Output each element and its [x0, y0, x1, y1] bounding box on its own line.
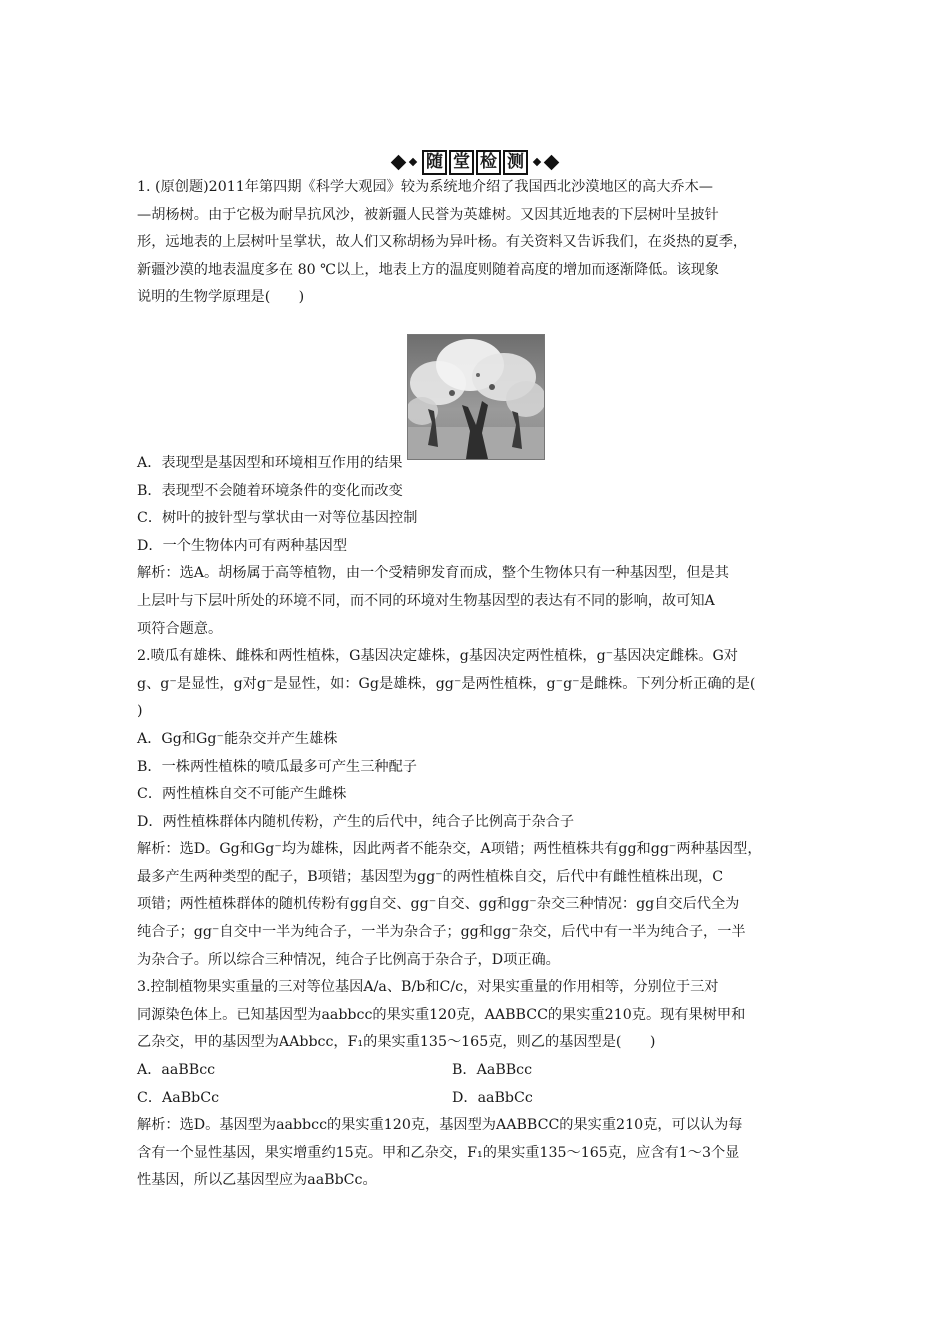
- diamond-icon: [391, 154, 407, 170]
- option-b: B．表现型不会随着环境条件的变化而改变: [137, 482, 403, 499]
- analysis-line: 项错；两性植株群体的随机传粉有gg自交、gg⁻自交、gg和gg⁻杂交三种情况：gg自交后代全为: [137, 896, 740, 913]
- option-b: B．AaBBcc: [452, 1062, 533, 1079]
- analysis-line: 解析：选A。胡杨属于高等植物，由一个受精卵发育而成，整个生物体只有一种基因型，但是其: [137, 565, 729, 582]
- analysis-line: 项符合题意。: [137, 620, 223, 637]
- title-char: 检: [476, 150, 501, 175]
- title-char: 随: [422, 150, 447, 175]
- option-c: C．两性植株自交不可能产生雌株: [137, 786, 347, 803]
- option-d: D．两性植株群体内随机传粉，产生的后代中，纯合子比例高于杂合子: [137, 813, 575, 830]
- option-d: D．aaBbCc: [452, 1089, 533, 1106]
- analysis-line: 最多产生两种类型的配子，B项错；基因型为gg⁻的两性植株自交，后代中有雌性植株出现，C: [137, 868, 724, 885]
- small-diamond-icon: [533, 158, 541, 166]
- options-row: [137, 1057, 820, 1085]
- analysis-line: 解析：选D。Gg和Gg⁻均为雄株，因此两者不能杂交，A项错；两性植株共有gg和gg⁻两种基因型，: [137, 841, 762, 858]
- question-content: [137, 174, 820, 1195]
- analysis-line: 性基因，所以乙基因型应为aaBbCc。: [137, 1172, 377, 1189]
- tree-illustration: [408, 335, 544, 459]
- option-c: C．树叶的披针型与掌状由一对等位基因控制: [137, 510, 418, 527]
- question-text-line: 1. (原创题)2011年第四期《科学大观园》较为系统地介绍了我国西北沙漠地区的高大乔木—: [137, 179, 713, 195]
- title-char: 堂: [449, 150, 474, 175]
- option-a: A．表现型是基因型和环境相互作用的结果: [137, 454, 403, 471]
- analysis-line: 为杂合子。所以综合三种情况，纯合子比例高于杂合子，D项正确。: [137, 951, 560, 968]
- analysis-line: 含有一个显性基因，果实增重约15克。甲和乙杂交，F₁的果实重135～165克，应含有1～3个显: [137, 1144, 740, 1161]
- diamond-icon: [544, 154, 560, 170]
- analysis-line: 上层叶与下层叶所处的环境不同，而不同的环境对生物基因型的表达有不同的影响，故可知A: [137, 592, 715, 609]
- analysis-line: 纯合子；gg⁻自交中一半为纯合子，一半为杂合子；gg和gg⁻杂交，后代中有一半为纯合子，一半: [137, 924, 746, 941]
- analysis-line: 解析：选D。基因型为aabbcc的果实重120克，基因型为AABBCC的果实重210克，可以认为每: [137, 1117, 743, 1134]
- question-text-line: g、g⁻是显性，g对g⁻是显性，如：Gg是雄株，gg⁻是两性植株，g⁻g⁻是雌株。下列分析正确的是(: [137, 675, 756, 692]
- title-char: 测: [503, 150, 528, 175]
- options-row: [137, 1085, 820, 1113]
- question-text-line: 形，远地表的上层树叶呈掌状，故人们又称胡杨为异叶杨。有关资料又告诉我们，在炎热的夏季，: [137, 234, 748, 251]
- section-title: [422, 150, 528, 175]
- question-text-line: 同源染色体上。已知基因型为aabbcc的果实重120克，AABBCC的果实重210克。现有果树甲和: [137, 1006, 746, 1023]
- question-text-line: ): [137, 703, 143, 720]
- option-a: A．aaBBcc: [137, 1062, 216, 1079]
- option-c: C．AaBbCc: [137, 1089, 220, 1106]
- option-b: B．一株两性植株的喷瓜最多可产生三种配子: [137, 758, 417, 775]
- option-a: A．Gg和Gg⁻能杂交并产生雄株: [137, 730, 338, 747]
- option-d: D．一个生物体内可有两种基因型: [137, 537, 348, 554]
- question-text-line: 说明的生物学原理是( ): [137, 289, 305, 306]
- question-text-line: —胡杨树。由于它极为耐旱抗风沙，被新疆人民誉为英雄树。又因其近地表的下层树叶呈披针: [137, 206, 719, 223]
- populus-tree-photo: [407, 334, 545, 460]
- question-text-line: 乙杂交，甲的基因型为AAbbcc，F₁的果实重135～165克，则乙的基因型是( ): [137, 1034, 656, 1051]
- question-2: [137, 643, 820, 974]
- question-text-line: 2.喷瓜有雄株、雌株和两性植株，G基因决定雄株，g基因决定两性植株，g⁻基因决定雌株。G对: [137, 648, 738, 665]
- question-text-line: 3.控制植物果实重量的三对等位基因A/a、B/b和C/c，对果实重量的作用相等，分别位于三对: [137, 979, 719, 996]
- small-diamond-icon: [409, 158, 417, 166]
- question-3: [137, 974, 820, 1195]
- question-text-line: 新疆沙漠的地表温度多在 80 ℃以上，地表上方的温度则随着高度的增加而逐渐降低。该现象: [137, 261, 720, 278]
- section-header: [0, 148, 950, 176]
